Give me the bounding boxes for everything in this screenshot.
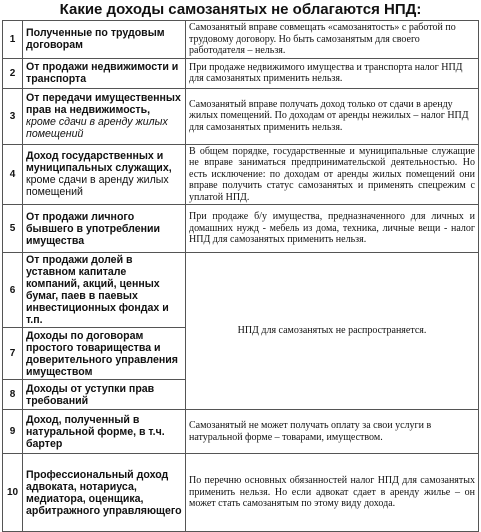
income-type (23, 88, 186, 144)
income-type: Профессиональный доход адвоката, нотариуса, медиатора, оценщика, арбитражного управляющего (23, 454, 186, 532)
income-type: Полученные по трудовым договорам (23, 21, 186, 59)
income-table (2, 20, 479, 532)
table-row (3, 454, 479, 532)
income-type-exception: кроме сдачи в аренду жилых помещений (26, 116, 168, 140)
income-type: От продажи долей в уставном капитале компаний, акций, ценных бумаг, паев в паевых инвестиционных фондах и т.п. (23, 253, 186, 328)
row-number: 10 (3, 454, 23, 532)
table-row (3, 253, 479, 328)
row-number: 6 (3, 253, 23, 328)
table-row (3, 88, 479, 144)
row-number: 1 (3, 21, 23, 59)
merged-note: НПД для самозанятых не распространяется. (186, 253, 479, 410)
income-type: От продажи недвижимости и транспорта (23, 58, 186, 88)
row-note: Самозанятый вправе получать доход только от сдачи в аренду жилых помещений. По доходам от аренды нежилых – налог НПД для самозанятых применить нельзя. (186, 88, 479, 144)
income-type: Доходы от уступки прав требований (23, 380, 186, 410)
income-type-main: От передачи имущественных прав на недвижимость, (26, 92, 181, 116)
table-row (3, 144, 479, 205)
income-type: Доходы по договорам простого товарищества и доверительного управления имуществом (23, 328, 186, 380)
row-number: 2 (3, 58, 23, 88)
row-number: 5 (3, 205, 23, 253)
income-type: От продажи личного бывшего в употреблении имущества (23, 205, 186, 253)
row-note: В общем порядке, государственные и муниципальные служащие не вправе заниматься предпринимательской деятельностью. Но есть исключение: по доходам от аренды жилых помещений они вправе получить статус самозанятых и применять спецрежим с уплатой НПД. (186, 144, 479, 205)
row-number: 9 (3, 410, 23, 454)
row-note: При продаже б/у имущества, предназначенного для личных и домашних нужд - мебель из дома, техника, личные вещи - налог НПД для самозанятых применить нельзя. (186, 205, 479, 253)
row-number: 4 (3, 144, 23, 205)
row-note: По перечню основных обязанностей налог НПД для самозанятых применить нельзя. Но если адвокат сдает в аренду жилье – он может стать самозанятым по этому виду дохода. (186, 454, 479, 532)
row-note: Самозанятый не может получать оплату за свои услуги в натуральной форме – товарами, имуществом. (186, 410, 479, 454)
page-title: Какие доходы самозанятых не облагаются НПД: (59, 1, 422, 18)
row-note: При продаже недвижимого имущества и транспорта налог НПД для самозанятых применить нельзя. (186, 58, 479, 88)
table-row (3, 205, 479, 253)
row-number: 3 (3, 88, 23, 144)
income-type-exception: кроме сдачи в аренду жилых помещений (26, 174, 169, 199)
row-note: Самозанятый вправе совмещать «самозанятость» с работой по трудовому договору. Но быть самозанятым для своего работодателя – нельзя. (186, 21, 479, 59)
row-number: 8 (3, 380, 23, 410)
table-row (3, 21, 479, 59)
row-number: 7 (3, 328, 23, 380)
income-type: Доход, полученный в натуральной форме, в т.ч. бартер (23, 410, 186, 454)
income-type-main: Доход государственных и муниципальных служащих, (26, 150, 172, 175)
income-type (23, 144, 186, 205)
table-row (3, 58, 479, 88)
table-row (3, 410, 479, 454)
